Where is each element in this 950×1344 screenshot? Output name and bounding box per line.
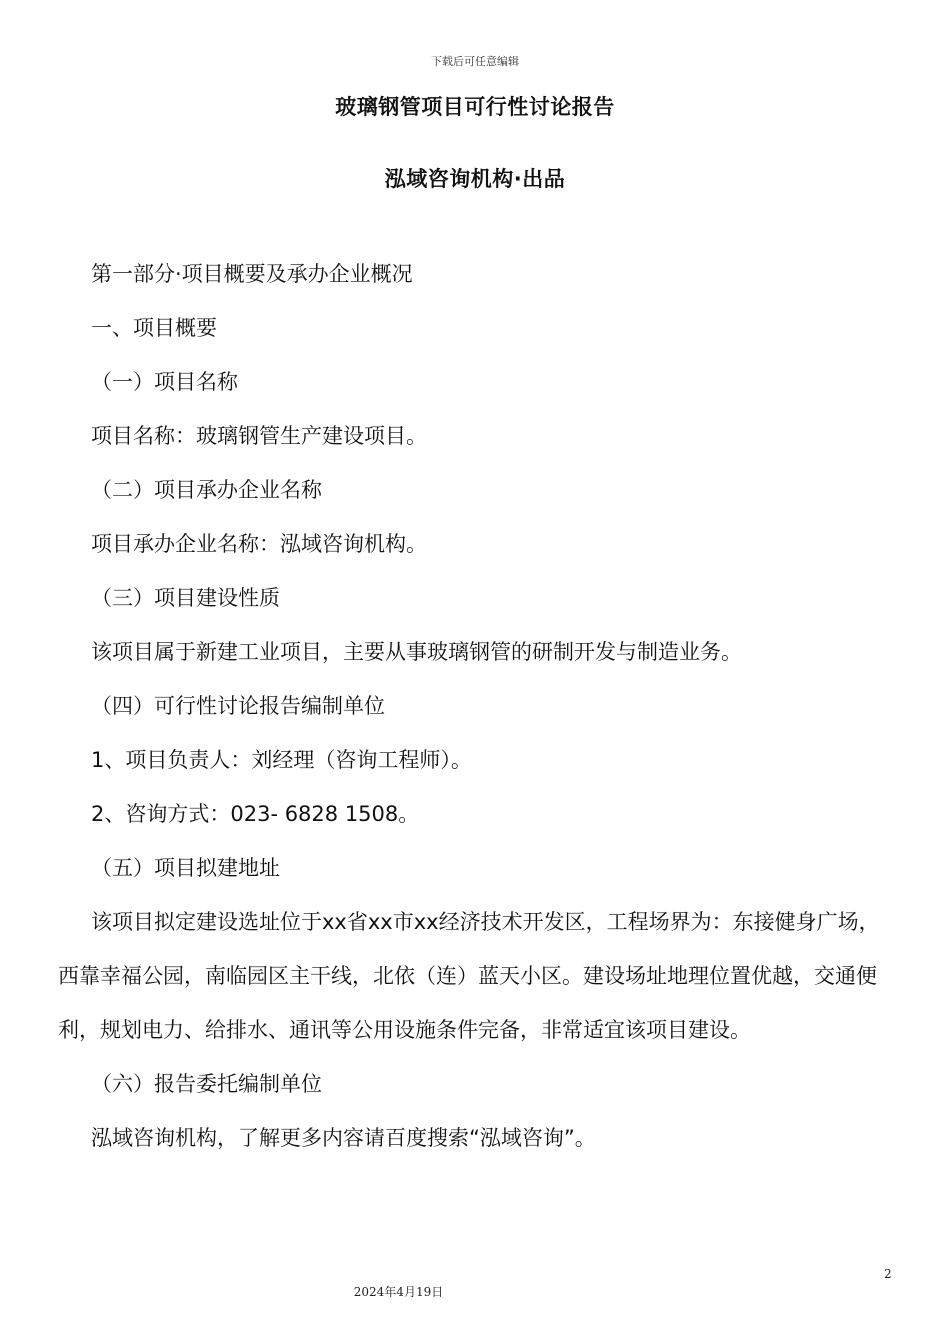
page-footer-date: 2024年4月19日	[353, 1285, 444, 1299]
section-heading-overview: 一、项目概要	[91, 316, 217, 340]
page-number: 2	[884, 1267, 892, 1281]
section-heading-part-one: 第一部分·项目概要及承办企业概况	[91, 262, 413, 286]
document-subtitle: 泓域咨询机构·出品	[384, 167, 566, 191]
subheading-commission-unit: （六）报告委托编制单位	[91, 1072, 322, 1096]
page-header-note: 下载后可任意编辑	[431, 55, 519, 68]
subheading-project-name: （一）项目名称	[91, 370, 238, 394]
subheading-project-nature: （三）项目建设性质	[91, 586, 280, 610]
paragraph-project-leader: 1、项目负责人：刘经理（咨询工程师）。	[91, 748, 472, 772]
document-body	[58, 247, 892, 1165]
paragraph-contact: 2、咨询方式：023- 6828 1508。	[91, 802, 420, 826]
subheading-company-name: （二）项目承办企业名称	[91, 478, 322, 502]
paragraph-company-name: 项目承办企业名称：泓域咨询机构。	[91, 532, 427, 556]
subheading-project-address: （五）项目拟建地址	[91, 856, 280, 880]
paragraph-project-address: 该项目拟定建设选址位于xx省xx市xx经济技术开发区，工程场界为：东接健身广场，西靠幸福公园，南临园区主干线，北依（连）蓝天小区。建设场址地理位置优越，交通便利，规划电力、给排水、通讯等公用设施条件完备，非常适宜该项目建设。	[58, 910, 880, 1042]
subheading-report-unit: （四）可行性讨论报告编制单位	[91, 694, 385, 718]
paragraph-project-name: 项目名称：玻璃钢管生产建设项目。	[91, 424, 427, 448]
document-title: 玻璃钢管项目可行性讨论报告	[335, 95, 615, 119]
paragraph-project-nature: 该项目属于新建工业项目，主要从事玻璃钢管的研制开发与制造业务。	[91, 640, 742, 664]
paragraph-commission-unit: 泓域咨询机构，了解更多内容请百度搜索“泓域咨询”。	[91, 1126, 596, 1150]
